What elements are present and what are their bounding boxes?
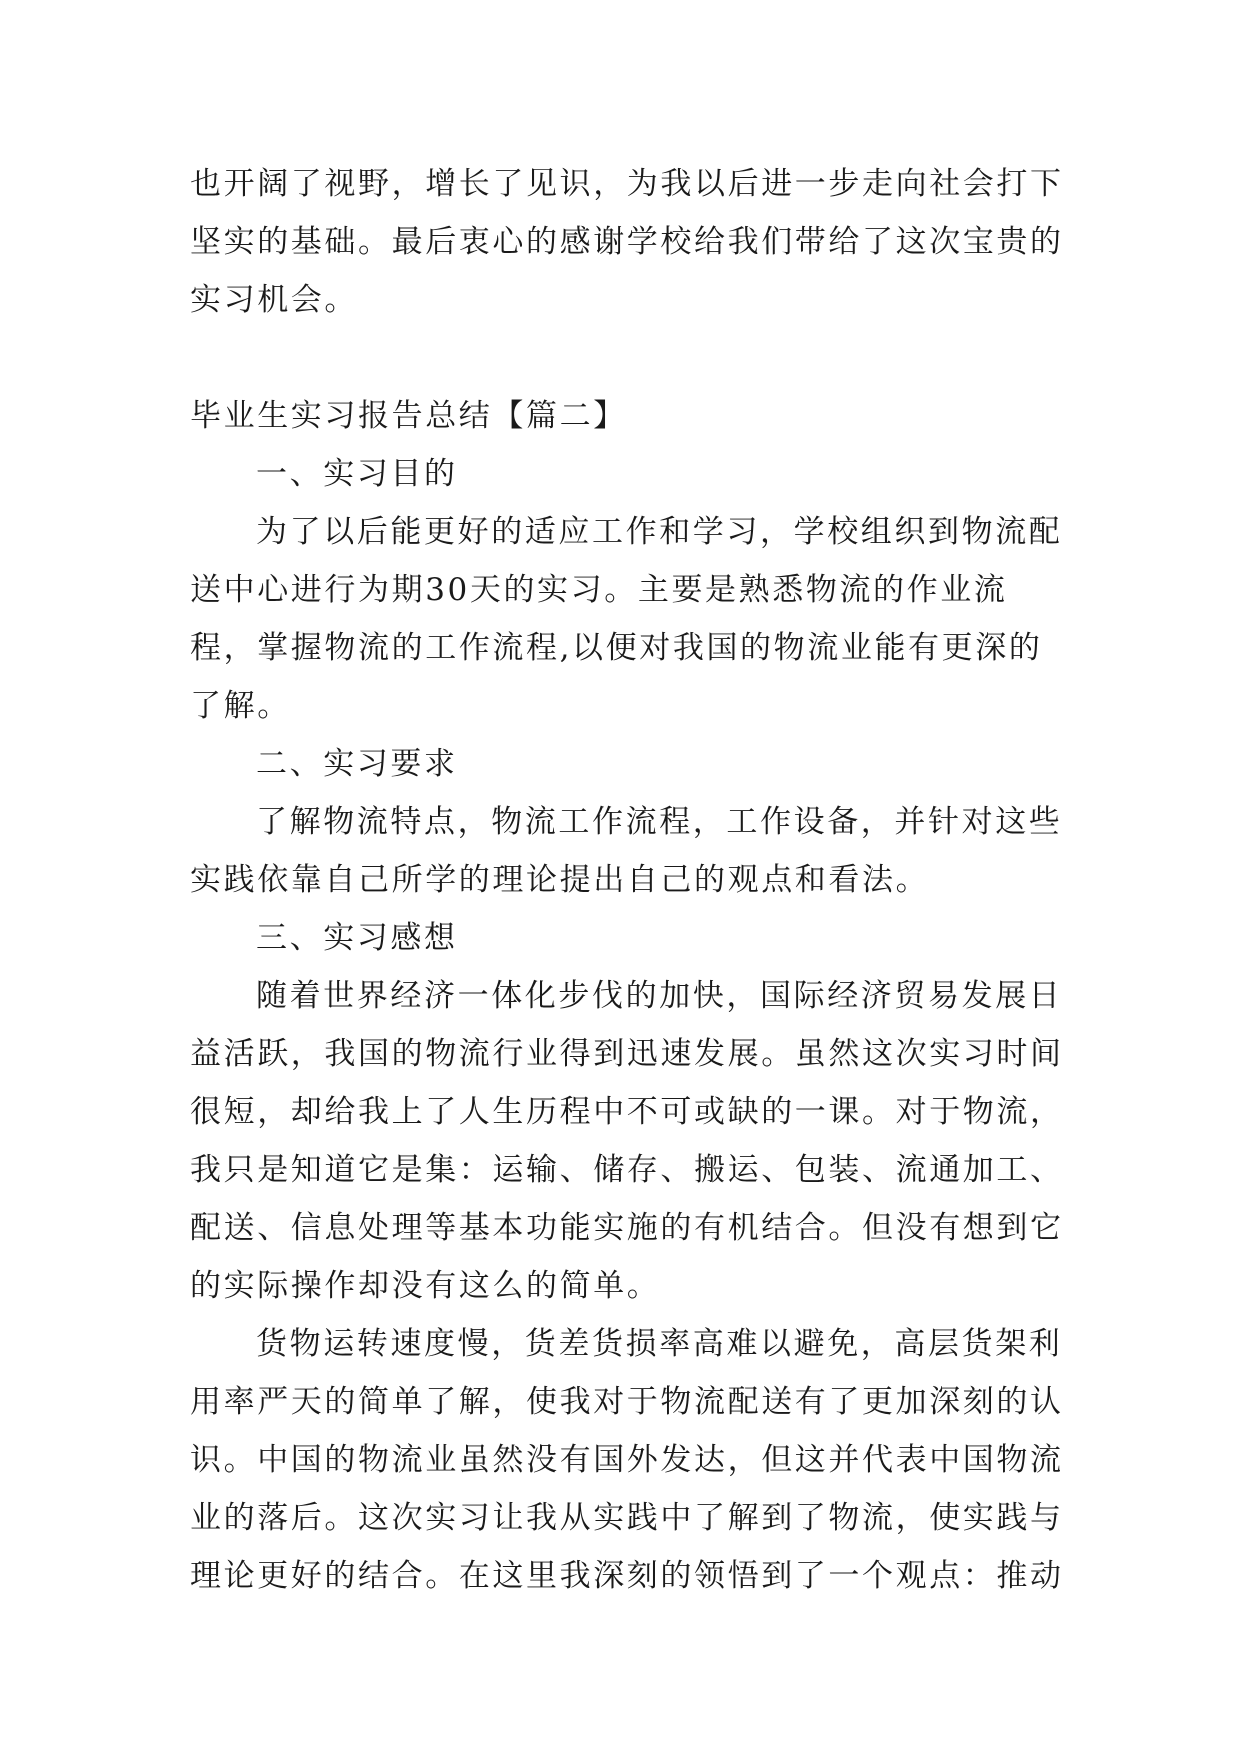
heading-requirements: 二、实习要求: [256, 746, 458, 782]
heading-purpose: 一、实习目的: [256, 456, 458, 492]
paragraph-reflections: 随着世界经济一体化步伐的加快，国际经济贸易发展日益活跃，我国的物流行业得到迅速发展。虽然这次实习时间很短，却给我上了人生历程中不可或缺的一课。对于物流，我只是知道它是集：运输、储存、搬运、包装、流通加工、配送、信息处理等基本功能实施的有机结合。但没有想到它的实际操作却没有这么的简单。: [190, 978, 1064, 1304]
paragraph-requirements: 了解物流特点，物流工作流程，工作设备，并针对这些实践依靠自己所学的理论提出自己的观点和看法。: [190, 804, 1063, 898]
paragraph-reflections-continued: 货物运转速度慢，货差货损率高难以避免，高层货架利用率严天的简单了解，使我对于物流配送有了更加深刻的认识。中国的物流业虽然没有国外发达，但这并代表中国物流业的落后。这次实习让我从实践中了解到了物流，使实践与理论更好的结合。在这里我深刻的领悟到了一个观点：推动: [190, 1326, 1064, 1594]
heading-reflections: 三、实习感想: [256, 920, 458, 956]
continued-paragraph: 也开阔了视野，增长了见识，为我以后进一步走向社会打下坚实的基础。最后衷心的感谢学校给我们带给了这次宝贵的实习机会。: [190, 166, 1064, 318]
document-body: [190, 155, 1070, 1605]
paragraph-purpose: 为了以后能更好的适应工作和学习，学校组织到物流配送中心进行为期30天的实习。主要是熟悉物流的作业流程，掌握物流的工作流程,以便对我国的物流业能有更深的了解。: [190, 514, 1063, 724]
paragraph-spacer: [190, 329, 1070, 387]
section-title: 毕业生实习报告总结【篇二】: [190, 398, 627, 434]
